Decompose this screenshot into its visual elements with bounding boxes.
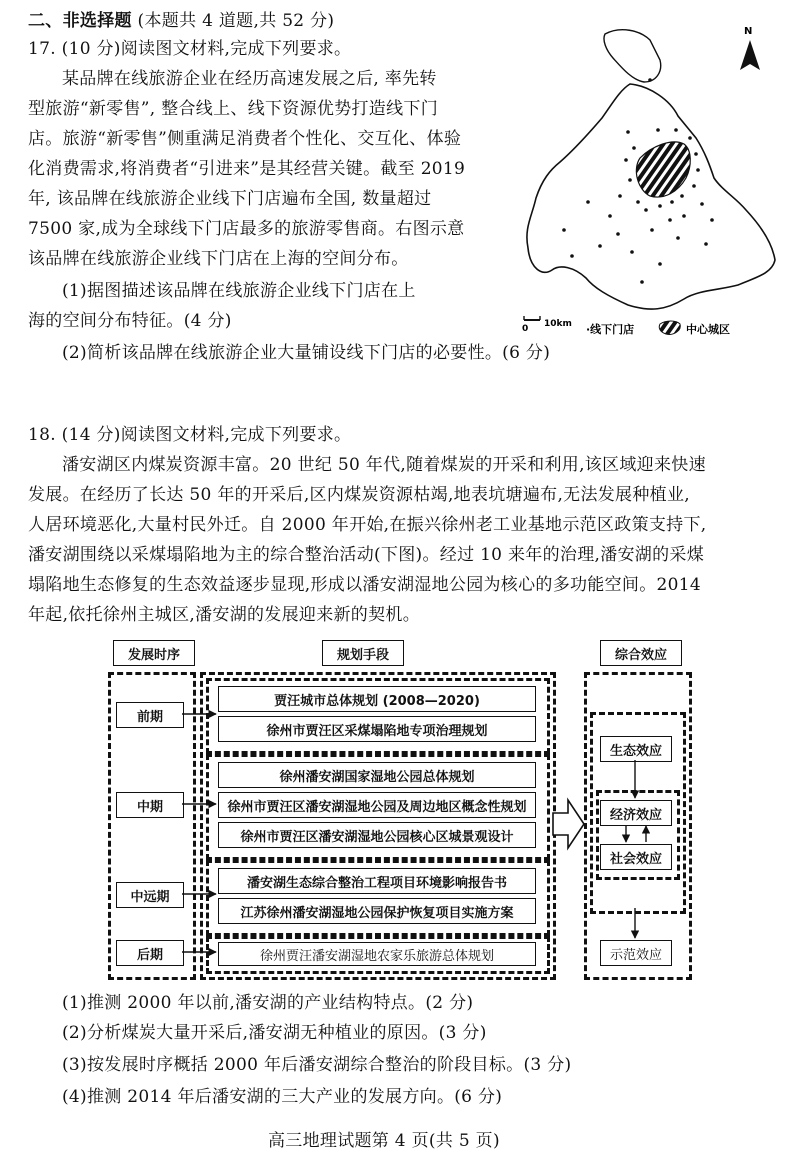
header-plan: 规划手段: [322, 640, 404, 666]
q17-line: 该品牌在线旅游企业线下门店在上海的空间分布。: [28, 249, 409, 269]
q18-line: 人居环境恶化,大量村民外迁。自 2000 年开始,在振兴徐州老工业基地示范区政策支持下,: [28, 515, 707, 535]
q18-head: 18. (14 分)阅读图文材料,完成下列要求。: [28, 425, 352, 445]
effect-economic: 经济效应: [600, 800, 672, 826]
plan-item: 徐州市贾汪区潘安湖湿地公园核心区城景观设计: [218, 822, 536, 848]
q17-line: 年, 该品牌在线旅游企业线下门店遍布全国, 数量超过: [28, 189, 432, 209]
q17-line: 型旅游“新零售”, 整合线上、线下资源优势打造线下门: [28, 99, 438, 119]
legend-store: ·线下门店: [586, 323, 635, 336]
plan-item: 潘安湖生态综合整治工程项目环境影响报告书: [218, 868, 536, 894]
big-arrow-icon: [553, 800, 584, 848]
effect-ecological: 生态效应: [600, 736, 672, 762]
q18-question-3: (3)按发展时序概括 2000 年后潘安湖综合整治的阶段目标。(3 分): [62, 1055, 572, 1075]
q17-question-1-cont: 海的空间分布特征。(4 分): [28, 311, 232, 331]
q18-line: 潘安湖区内煤炭资源丰富。20 世纪 50 年代,随着煤炭的开采和利用,该区域迎来快速: [62, 455, 706, 475]
plan-item: 徐州潘安湖国家湿地公园总体规划: [218, 762, 536, 788]
stage-early: 前期: [116, 702, 184, 728]
plan-item: 徐州贾汪潘安湖湿地农家乐旅游总体规划: [218, 942, 536, 966]
q17-question-1: (1)据图描述该品牌在线旅游企业线下门店在上: [62, 281, 416, 301]
q18-line: 年起,依托徐州主城区,潘安湖的发展迎来新的契机。: [28, 605, 421, 625]
effect-social: 社会效应: [600, 844, 672, 870]
svg-text:0: 0: [522, 324, 529, 334]
plan-item: 徐州市贾汪区采煤塌陷地专项治理规划: [218, 716, 536, 742]
header-effect: 综合效应: [600, 640, 682, 666]
svg-text:中心城区: 中心城区: [686, 323, 730, 336]
q18-question-2: (2)分析煤炭大量开采后,潘安湖无种植业的原因。(3 分): [62, 1023, 487, 1043]
page-footer: 高三地理试题第 4 页(共 5 页): [268, 1131, 500, 1151]
q17-line: 化消费需求,将消费者“引进来”是其经营关键。截至 2019: [28, 159, 466, 179]
q17-question-2: (2)简析该品牌在线旅游企业大量铺设线下门店的必要性。(6 分): [62, 343, 551, 363]
section-note: (本题共 4 道题,共 52 分): [137, 11, 335, 31]
q18-line: 发展。在经历了长达 50 年的开采后,区内煤炭资源枯竭,地表坑塘遍布,无法发展种植业,: [28, 485, 690, 505]
q18-line: 塌陷地生态修复的生态效益逐步显现,形成以潘安湖湿地公园为核心的多功能空间。2014: [28, 575, 701, 595]
header-stage: 发展时序: [113, 640, 195, 666]
stage-middle: 中期: [116, 792, 184, 818]
q17-line: 店。旅游“新零售”侧重满足消费者个性化、交互化、体验: [28, 129, 462, 149]
stage-late: 后期: [116, 940, 184, 966]
q18-question-4: (4)推测 2014 年后潘安湖的三大产业的发展方向。(6 分): [62, 1087, 503, 1107]
plan-item: 江苏徐州潘安湖湿地公园保护恢复项目实施方案: [218, 898, 536, 924]
q18-line: 潘安湖围绕以采煤塌陷地为主的综合整治活动(下图)。经过 10 来年的治理,潘安湖的采煤: [28, 545, 705, 565]
q18-question-1: (1)推测 2000 年以前,潘安湖的产业结构特点。(2 分): [62, 993, 474, 1013]
section-title: 二、非选择题: [28, 11, 132, 31]
q17-line: 7500 家,成为全球线下门店最多的旅游零售商。右图示意: [28, 219, 465, 239]
q17-head: 17. (10 分)阅读图文材料,完成下列要求。: [28, 39, 352, 59]
stage-mid-long: 中远期: [116, 882, 184, 908]
svg-text:N: N: [744, 26, 753, 37]
q17-line: 某品牌在线旅游企业在经历高速发展之后, 率先转: [62, 69, 437, 89]
plan-item: 贾汪城市总体规划 (2008—2020): [218, 686, 536, 712]
svg-text:10km: 10km: [544, 319, 572, 329]
plan-item: 徐州市贾汪区潘安湖湿地公园及周边地区概念性规划: [218, 792, 536, 818]
effect-demonstration: 示范效应: [600, 940, 672, 966]
